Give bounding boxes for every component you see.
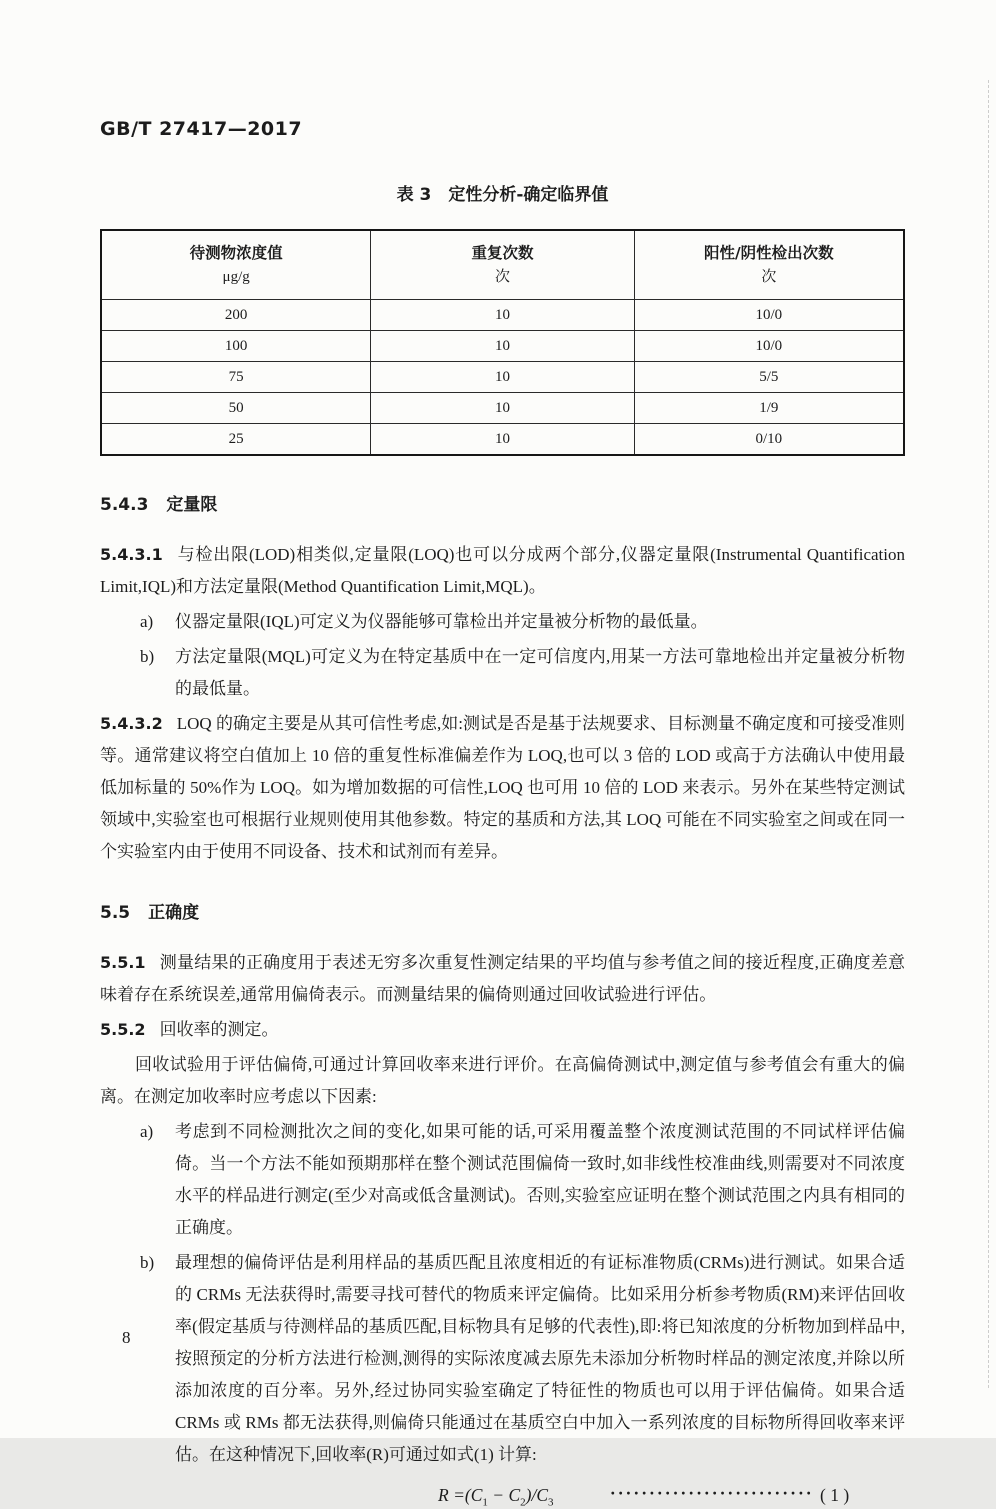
- dotted-leader: ··························: [609, 1483, 814, 1503]
- section-title: 定量限: [166, 495, 218, 515]
- column-title: 待测物浓度值: [189, 244, 283, 262]
- item-label: a): [140, 1122, 154, 1141]
- clause-text: 与检出限(LOD)相类似,定量限(LOQ)也可以分成两个部分,仪器定量限(Instrumental Quantification Limit,IQL)和方法定量限(Method Quantification Limit,MQL)。: [100, 545, 905, 596]
- item-text: 考虑到不同检测批次之间的变化,如果可能的话,可采用覆盖整个浓度测试范围的不同试样评估偏倚。当一个方法不能如预期那样在整个测试范围偏倚一致时,如非线性校准曲线,则需要对不同浓度水平的样品进行测定(至少对高或低含量测试)。否则,实验室应证明在整个测试范围之内具有相同的正确度。: [175, 1122, 905, 1237]
- table-row: [101, 331, 904, 362]
- cell-detections: 5/5: [634, 362, 904, 393]
- list-item-a: [100, 606, 905, 638]
- cell-detections: 1/9: [634, 393, 904, 424]
- clause-5-5-2: [100, 1014, 905, 1046]
- clause-text: 测量结果的正确度用于表述无穷多次重复性测定结果的平均值与参考值之间的接近程度,正确度差意味着存在系统误差,通常用偏倚表示。而测量结果的偏倚则通过回收试验进行评估。: [100, 953, 905, 1004]
- cell-detections: 0/10: [634, 424, 904, 456]
- cell-concentration: 200: [101, 300, 371, 331]
- recovery-intro-paragraph: 回收试验用于评估偏倚,可通过计算回收率来进行评价。在高偏倚测试中,测定值与参考值会有重大的偏离。在测定加收率时应考虑以下因素:: [100, 1055, 905, 1106]
- section-number: 5.5: [100, 903, 131, 923]
- list-item-b: [100, 1247, 905, 1471]
- table-caption: 表 3 定性分析-确定临界值: [396, 185, 609, 205]
- item-label: b): [140, 647, 155, 666]
- column-header-detections: [634, 230, 904, 300]
- page-number: 8: [122, 1328, 131, 1347]
- cell-repeats: 10: [371, 300, 634, 331]
- section-heading-5-5: [100, 898, 905, 923]
- table-row: [101, 300, 904, 331]
- clause-text: 回收率的测定。: [159, 1020, 279, 1039]
- clause-5-4-3-1: [100, 539, 905, 603]
- table-row: [101, 424, 904, 456]
- table-header-row: [101, 230, 904, 300]
- cell-repeats: 10: [371, 424, 634, 456]
- clause-number: 5.4.3.1: [100, 545, 163, 564]
- list-item-b: [100, 641, 905, 705]
- cell-detections: 10/0: [634, 300, 904, 331]
- column-header-repeats: [371, 230, 634, 300]
- column-title: 阳性/阴性检出次数: [704, 244, 834, 262]
- item-label: b): [140, 1253, 155, 1272]
- clause-5-5-1: [100, 947, 905, 1011]
- column-unit: μg/g: [222, 269, 250, 285]
- clause-number: 5.5.2: [100, 1020, 146, 1039]
- standard-number: GB/T 27417—2017: [100, 118, 303, 140]
- clause-number: 5.5.1: [100, 953, 146, 972]
- item-text: 最理想的偏倚评估是利用样品的基质匹配且浓度相近的有证标准物质(CRMs)进行测试。如果合适的 CRMs 无法获得时,需要寻找可替代的物质来评定偏倚。比如采用分析参考物质(RM)来评估回收率(假定基质与待测样品的基质匹配,目标物具有足够的代表性),即:将已知浓度的分析物加到样品中,按照预定的分析方法进行检测,测得的实际浓度减去原先未添加分析物时样品的测定浓度,并除以所添加浓度的百分率。另外,经过协同实验室确定了特征性的物质也可以用于评估偏倚。如果合适 CRMs 或 RMs 都无法获得,则偏倚只能通过在基质空白中加入一系列浓度的目标物所得回收率来评估。在这种情况下,回收率(R)可通过如式(1) 计算:: [175, 1253, 905, 1464]
- cell-concentration: 100: [101, 331, 371, 362]
- list-item-a: [100, 1116, 905, 1244]
- equation-1: [100, 1485, 905, 1509]
- cell-repeats: 10: [371, 362, 634, 393]
- column-header-concentration: [101, 230, 371, 300]
- item-text: 仪器定量限(IQL)可定义为仪器能够可靠检出并定量被分析物的最低量。: [175, 612, 708, 631]
- clause-5-4-3-2: [100, 708, 905, 868]
- recovery-formula: $R =(C_1 - C_2)/C_3$: [438, 1485, 554, 1509]
- item-text: 方法定量限(MQL)可定义为在特定基质中在一定可信度内,用某一方法可靠地检出并定量被分析物的最低量。: [175, 647, 905, 698]
- section-number: 5.4.3: [100, 495, 149, 515]
- section-heading-5-4-3: [100, 490, 905, 515]
- clause-number: 5.4.3.2: [100, 714, 163, 733]
- item-label: a): [140, 612, 154, 631]
- cell-detections: 10/0: [634, 331, 904, 362]
- cell-concentration: 25: [101, 424, 371, 456]
- column-title: 重复次数: [471, 244, 534, 262]
- cell-repeats: 10: [371, 331, 634, 362]
- scan-artifact-edge: [988, 80, 989, 1388]
- section-title: 正确度: [148, 903, 200, 923]
- column-unit: 次: [494, 269, 510, 285]
- cell-repeats: 10: [371, 393, 634, 424]
- table-row: [101, 362, 904, 393]
- table-row: [101, 393, 904, 424]
- equation-number: ( 1 ): [820, 1485, 850, 1505]
- clause-text: LOQ 的确定主要是从其可信性考虑,如:测试是否是基于法规要求、目标测量不确定度和可接受准则等。通常建议将空白值加上 10 倍的重复性标准偏差作为 LOQ,也可以 3 倍的 LOD 或高于方法确认中使用最低加标量的 50%作为 LOQ。如为增加数据的可信性,LOQ 也可用 10 倍的 LOD 来表示。另外在某些特定测试领域中,实验室也可根据行业规则使用其他参数。特定的基质和方法,其 LOQ 可能在不同实验室之间或在同一个实验室内由于使用不同设备、技术和试剂而有差异。: [100, 714, 905, 861]
- cell-concentration: 75: [101, 362, 371, 393]
- cell-concentration: 50: [101, 393, 371, 424]
- qualitative-analysis-table: [100, 229, 905, 456]
- column-unit: 次: [761, 269, 777, 285]
